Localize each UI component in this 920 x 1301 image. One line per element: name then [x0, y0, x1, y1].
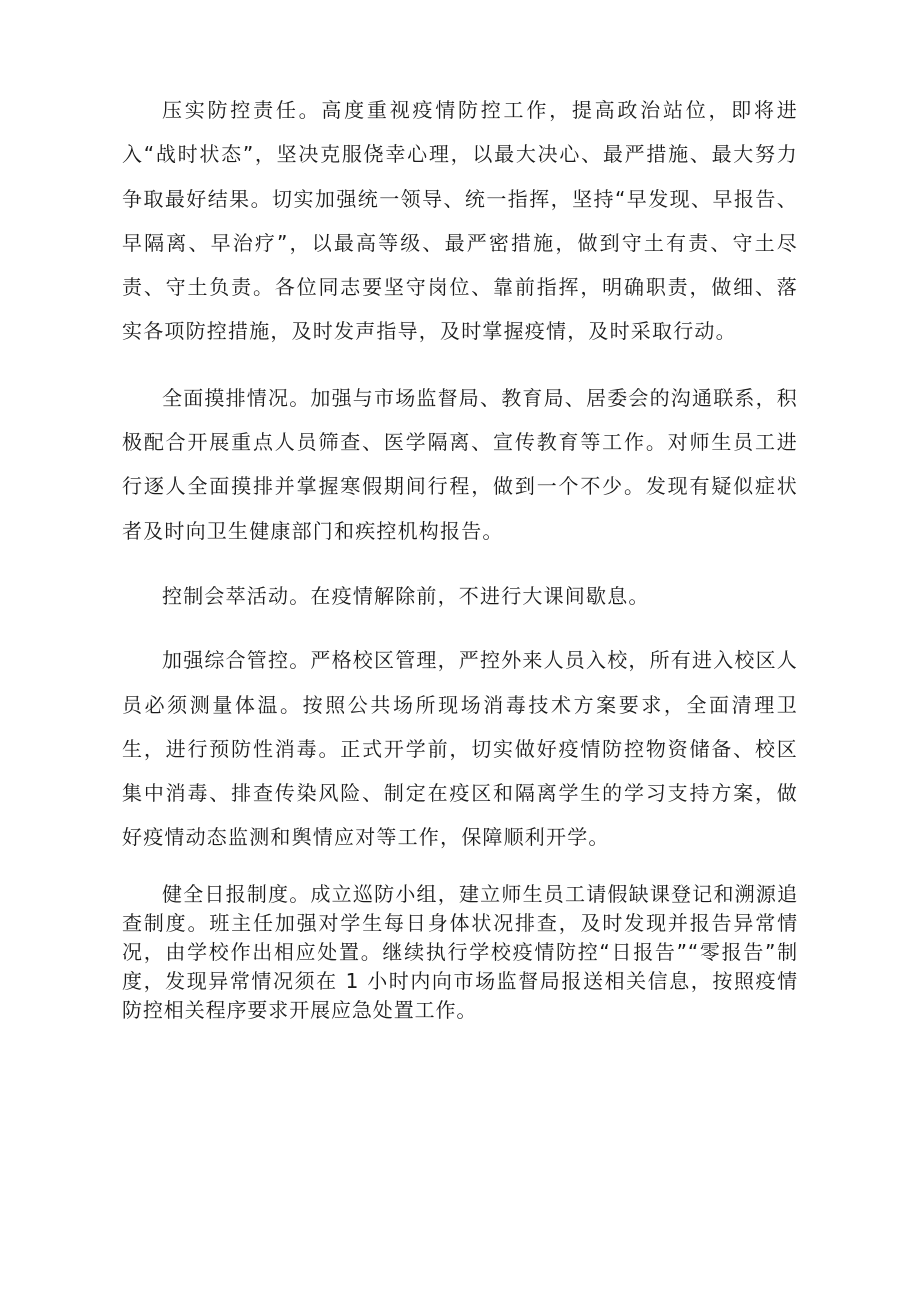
document-body	[122, 88, 798, 1025]
paragraph-comprehensive-control: 加强综合管控。严格校区管理，严控外来人员入校，所有进入校区人员必须测量体温。按照公共场所现场消毒技术方案要求，全面清理卫生，进行预防性消毒。正式开学前，切实做好疫情防控物资储备、校区集中消毒、排查传染风险、制定在疫区和隔离学生的学习支持方案，做好疫情动态监测和舆情应对等工作，保障顺利开学。	[122, 648, 798, 850]
paragraph-daily-report: 健全日报制度。成立巡防小组，建立师生员工请假缺课登记和溯源追查制度。班主任加强对学生每日身体状况排查，及时发现并报告异常情况，由学校作出相应处置。继续执行学校疫情防控“日报告”“零报告”制度，发现异常情况须在 1 小时内向市场监督局报送相关信息，按照疫情防控相关程序要求开展应急处置工作。	[122, 881, 798, 1022]
paragraph-gathering-control: 控制会萃活动。在疫情解除前，不进行大课间歇息。	[162, 583, 650, 608]
paragraph-prevention-responsibility: 压实防控责任。高度重视疫情防控工作，提高政治站位，即将进入“战时状态”，坚决克服侥幸心理，以最大决心、最严措施、最大努力争取最好结果。切实加强统一领导、统一指挥，坚持“早发现、早报告、早隔离、早治疗”，以最高等级、最严密措施，做到守土有责、守土尽责、守土负责。各位同志要坚守岗位、靠前指挥，明确职责，做细、落实各项防控措施，及时发声指导，及时掌握疫情，及时采取行动。	[122, 98, 798, 344]
paragraph-investigation: 全面摸排情况。加强与市场监督局、教育局、居委会的沟通联系，积极配合开展重点人员筛查、医学隔离、宣传教育等工作。对师生员工进行逐人全面摸排并掌握寒假期间行程，做到一个不少。发现有疑似症状者及时向卫生健康部门和疾控机构报告。	[122, 385, 798, 543]
